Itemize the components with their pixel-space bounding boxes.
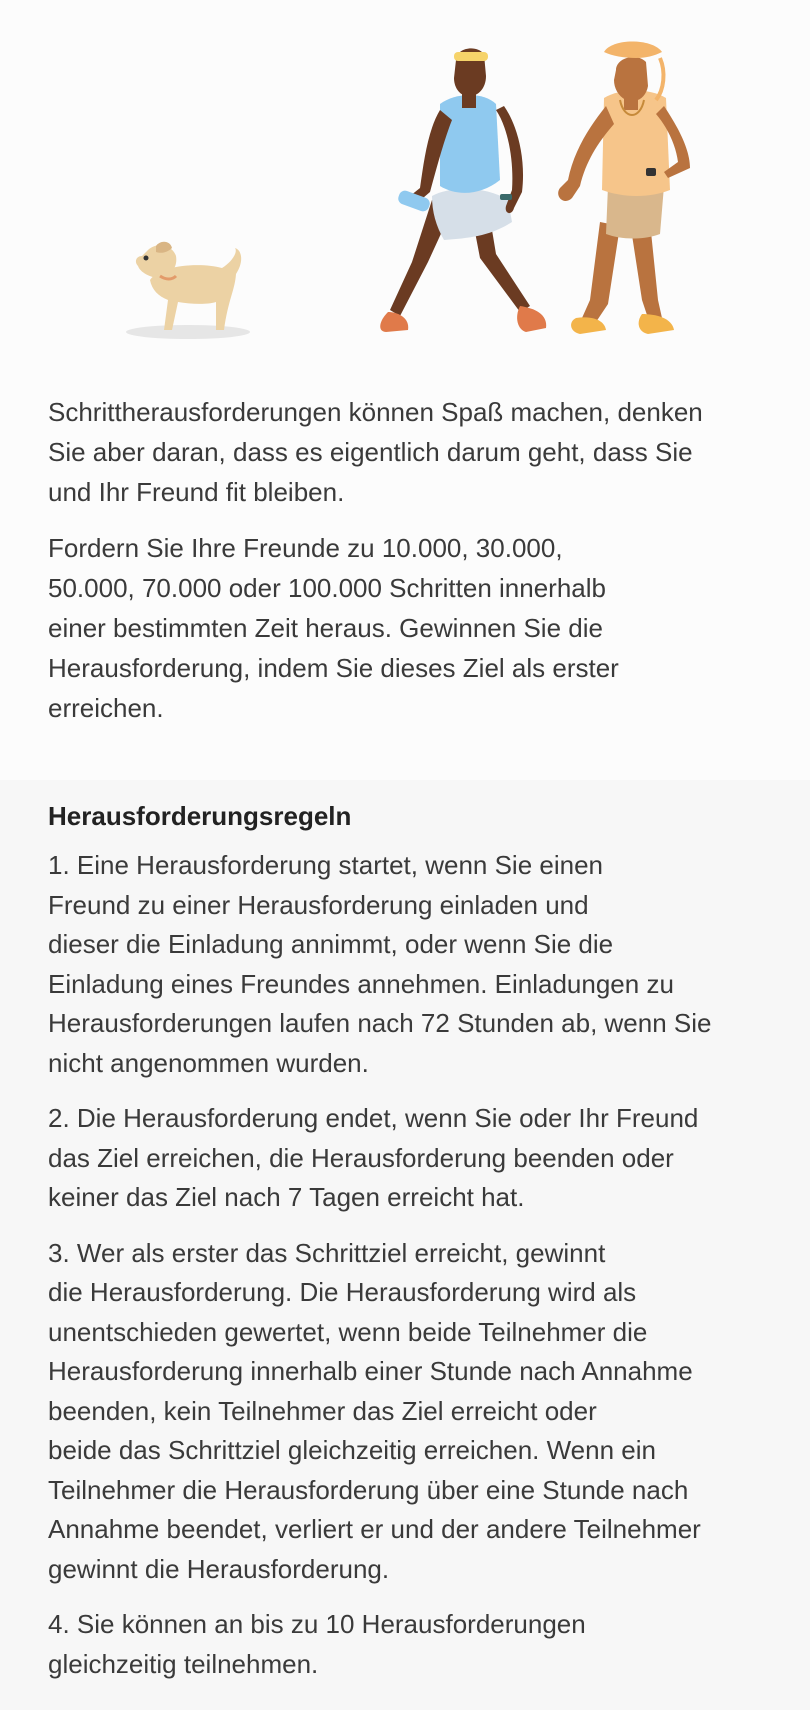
- rule-item: 1. Eine Herausforderung startet, wenn Sie einen Freund zu einer Herausforderung einladen und dieser die Einladung annimmt, oder wenn Sie die Einladung eines Freundes annehmen. Einladungen zu Herausforderungen laufen nach 72 Stunden ab, wenn Sie nicht angenommen wurden.: [48, 850, 712, 1078]
- rule-item: 4. Sie können an bis zu 10 Herausforderungen gleichzeitig teilnehmen.: [48, 1609, 586, 1679]
- rule-item: 2. Die Herausforderung endet, wenn Sie oder Ihr Freund das Ziel erreichen, die Herausforderung beenden oder keiner das Ziel nach 7 Tagen erreicht hat.: [48, 1103, 699, 1212]
- dog-shadow: [126, 325, 250, 339]
- intro-paragraph: Schrittherausforderungen können Spaß machen, denken Sie aber daran, dass es eigentlich darum geht, dass Sie und Ihr Freund fit bleiben.: [48, 397, 703, 507]
- hero-illustration: [0, 0, 810, 360]
- intro-section: [48, 392, 768, 744]
- dog-figure: [136, 242, 241, 330]
- rules-section: [0, 780, 810, 1710]
- rules-heading: Herausforderungsregeln: [48, 801, 352, 831]
- man-walking-figure: [380, 48, 546, 332]
- intro-paragraph: Fordern Sie Ihre Freunde zu 10.000, 30.000, 50.000, 70.000 oder 100.000 Schritten innerhalb einer bestimmten Zeit heraus. Gewinnen Sie die Herausforderung, indem Sie dieses Ziel als erster erreichen.: [48, 533, 619, 723]
- walking-people-with-dog-illustration: [0, 0, 810, 360]
- woman-walking-figure: [558, 42, 690, 335]
- rule-item: 3. Wer als erster das Schrittziel erreicht, gewinnt die Herausforderung. Die Herausforderung wird als unentschieden gewertet, wenn beide Teilnehmer die Herausforderung innerhalb einer Stunde nach Annahme beenden, kein Teilnehmer das Ziel erreicht oder beide das Schrittziel gleichzeitig erreichen. Wenn ein Teilnehmer die Herausforderung über eine Stunde nach Annahme beendet, verliert er und der andere Teilnehmer gewinnt die Herausforderung.: [48, 1237, 701, 1584]
